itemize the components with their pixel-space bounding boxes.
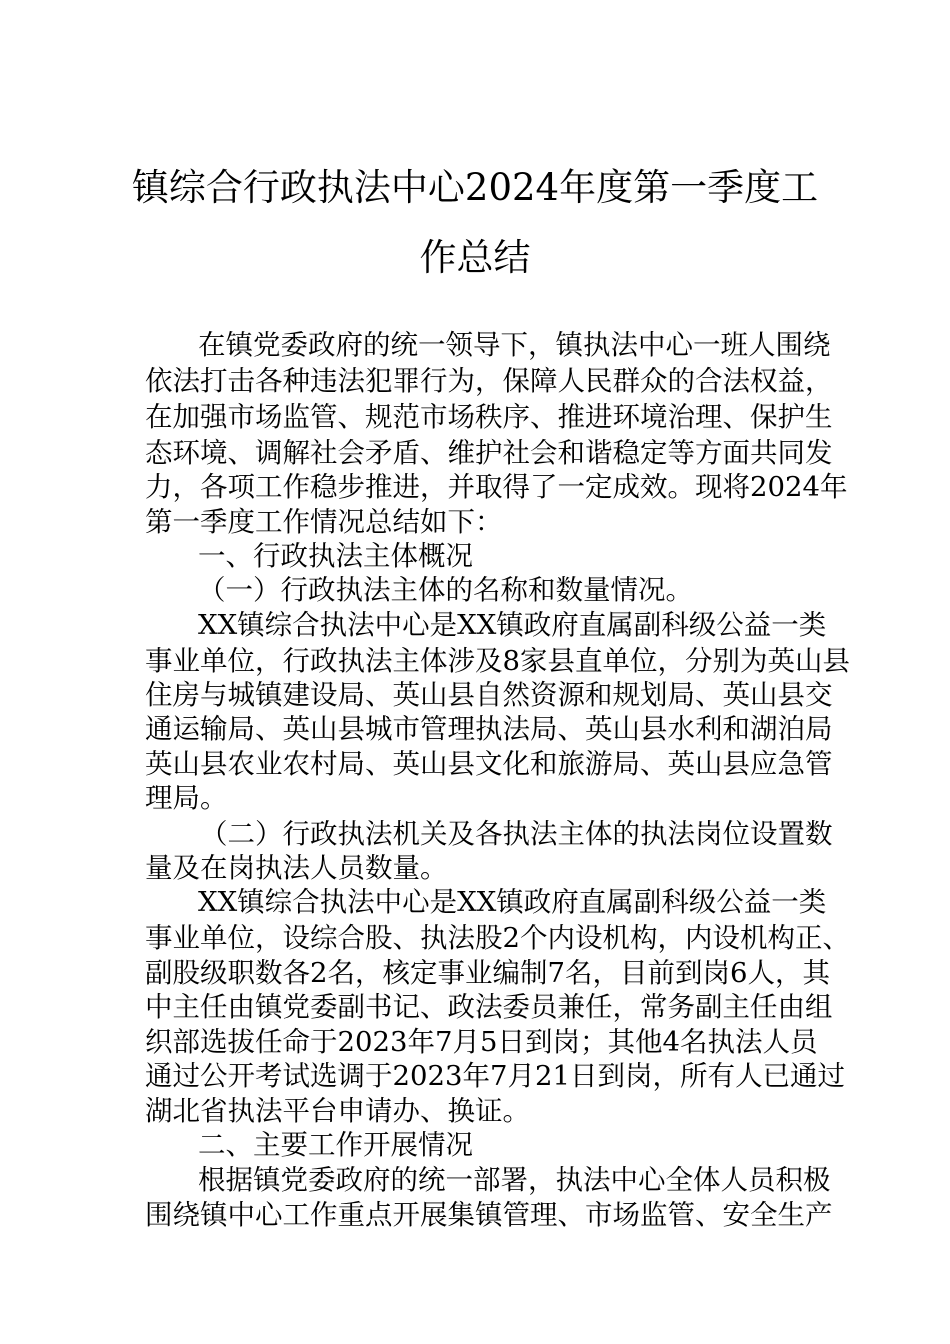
paragraph-line: 围绕镇中心工作重点开展集镇管理、市场监管、安全生产 <box>145 1199 833 1231</box>
document-title-line-2: 作总结 <box>419 236 531 279</box>
paragraph-line: 态环境、调解社会矛盾、维护社会和谐稳定等方面共同发 <box>145 437 833 469</box>
paragraph-line: 英山县农业农村局、英山县文化和旅游局、英山县应急管 <box>145 748 833 780</box>
paragraph-line: 副股级职数各2名，核定事业编制7名，目前到岗6人，其 <box>145 957 830 989</box>
paragraph-line: 通运输局、英山县城市管理执法局、英山县水利和湖泊局 <box>145 713 833 745</box>
paragraph-line: 力，各项工作稳步推进，并取得了一定成效。现将2024年 <box>145 471 848 503</box>
paragraph-line: 住房与城镇建设局、英山县自然资源和规划局、英山县交 <box>145 679 833 711</box>
subsection-heading: （二）行政执法机关及各执法主体的执法岗位设置数 <box>200 818 833 850</box>
paragraph-line: XX镇综合执法中心是XX镇政府直属副科级公益一类 <box>198 609 827 641</box>
paragraph-line: 事业单位，行政执法主体涉及8家县直单位，分别为英山县 <box>145 645 850 677</box>
paragraph-line: 根据镇党委政府的统一部署，执法中心全体人员积极 <box>198 1164 831 1196</box>
paragraph-line: 事业单位，设综合股、执法股2个内设机构，内设机构正、 <box>145 922 850 954</box>
section-heading: 一、行政执法主体概况 <box>198 540 473 572</box>
paragraph-line: 织部选拔任命于2023年7月5日到岗；其他4名执法人员 <box>145 1026 818 1058</box>
document-title-line-1: 镇综合行政执法中心2024年度第一季度工 <box>131 166 819 209</box>
paragraph-line: 湖北省执法平台申请办、换证。 <box>145 1095 530 1127</box>
paragraph-line: 第一季度工作情况总结如下： <box>145 506 503 538</box>
paragraph-line: 在镇党委政府的统一领导下，镇执法中心一班人围绕 <box>198 329 831 361</box>
subsection-heading-continued: 量及在岗执法人员数量。 <box>145 852 448 884</box>
section-heading: 二、主要工作开展情况 <box>198 1129 473 1161</box>
paragraph-line: XX镇综合执法中心是XX镇政府直属副科级公益一类 <box>198 886 827 918</box>
paragraph-line: 中主任由镇党委副书记、政法委员兼任，常务副主任由组 <box>145 991 833 1023</box>
subsection-heading: （一）行政执法主体的名称和数量情况。 <box>198 574 693 606</box>
paragraph-line: 依法打击各种违法犯罪行为，保障人民群众的合法权益， <box>145 365 833 397</box>
paragraph-line: 通过公开考试选调于2023年7月21日到岗，所有人已通过 <box>145 1060 845 1092</box>
paragraph-line: 在加强市场监管、规范市场秩序、推进环境治理、保护生 <box>145 401 833 433</box>
paragraph-line: 理局。 <box>145 782 228 814</box>
